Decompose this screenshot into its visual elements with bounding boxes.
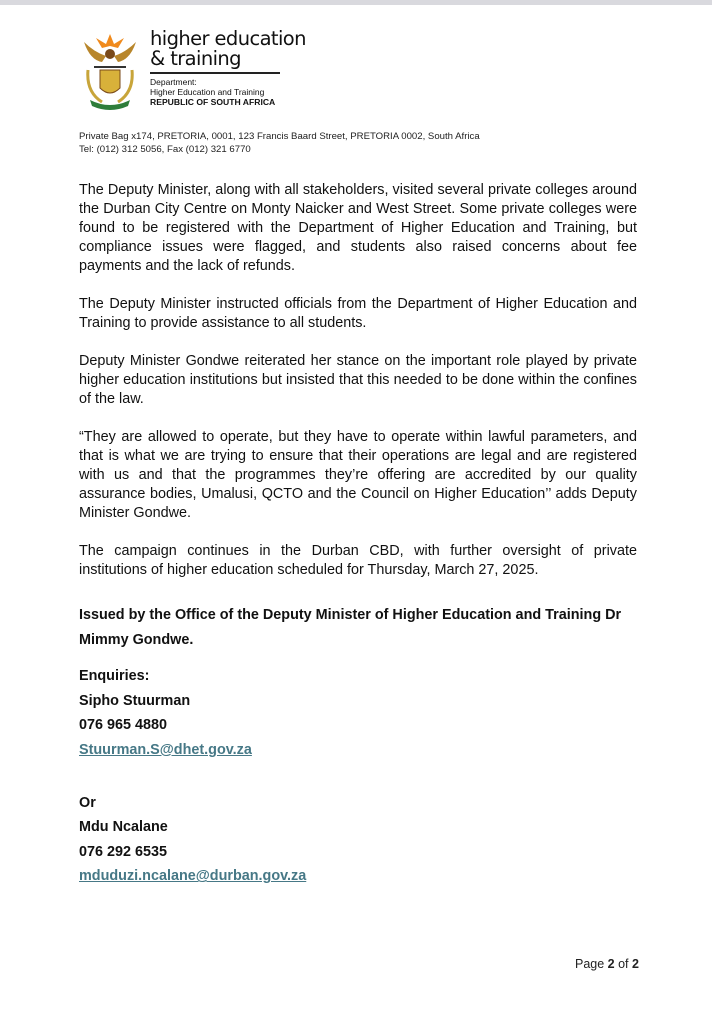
current-page: 2 bbox=[607, 957, 615, 971]
contact-name: Mdu Ncalane bbox=[79, 819, 168, 836]
country-name: REPUBLIC OF SOUTH AFRICA bbox=[150, 96, 276, 107]
viewer-top-bar bbox=[0, 0, 712, 5]
paragraph: The Deputy Minister, along with all stakeholders, visited several private colleges around the Durban City Centre on Monty Naicker and West Street. Some private colleges were found to be registered with the Department of Higher Education and Training, but compliance issues were flagged, and students also raised concerns about fee payments and the lack of refunds. bbox=[79, 182, 637, 274]
issued-by: Issued by the Office of the Deputy Minister of Higher Education and Training Dr Mimmy Gondwe. bbox=[79, 607, 622, 648]
paragraph: The Deputy Minister instructed officials from the Department of Higher Education and Training to provide assistance to all students. bbox=[79, 296, 637, 331]
brand-divider bbox=[150, 72, 280, 74]
page-prefix: Page bbox=[575, 957, 608, 971]
brand-line-1: higher education bbox=[150, 27, 306, 50]
issued-and-enquiries bbox=[79, 603, 639, 889]
contact-email-link[interactable]: Stuurman.S@dhet.gov.za bbox=[79, 741, 252, 758]
contact-phone: 076 292 6535 bbox=[79, 843, 168, 860]
dept-label: Department: bbox=[150, 76, 197, 87]
paragraph: Deputy Minister Gondwe reiterated her stance on the important role played by private higher education institutions but insisted that this needed to be done within the confines of the law. bbox=[79, 353, 637, 407]
paragraph: “They are allowed to operate, but they have to operate within lawful parameters, and that is what we are trying to ensure that their operations are legal and are registered with us and that the programmes they’re offering are accredited by our quality assurance bodies, Umalusi, QCTO and the Council on Higher Education’’ adds Deputy Minister Gondwe. bbox=[79, 429, 637, 521]
contact-email-link[interactable]: mduduzi.ncalane@durban.gov.za bbox=[79, 868, 307, 885]
document-body bbox=[79, 181, 637, 599]
address-block bbox=[79, 130, 480, 156]
page-number bbox=[575, 957, 639, 971]
dept-name: Higher Education and Training bbox=[150, 86, 265, 97]
coat-of-arms-logo bbox=[80, 30, 140, 110]
contact-name: Sipho Stuurman bbox=[79, 692, 191, 709]
enquiries-label: Enquiries: bbox=[79, 668, 150, 685]
or-label: Or bbox=[79, 794, 96, 811]
contact-line: Tel: (012) 312 5056, Fax (012) 321 6770 bbox=[79, 144, 251, 155]
address-line: Private Bag x174, PRETORIA, 0001, 123 Francis Baard Street, PRETORIA 0002, South Africa bbox=[79, 131, 480, 142]
brand-line-2: & training bbox=[150, 47, 241, 70]
page-of: of bbox=[614, 957, 632, 971]
letterhead-brand bbox=[150, 29, 306, 107]
total-pages: 2 bbox=[632, 957, 639, 971]
paragraph: The campaign continues in the Durban CBD, with further oversight of private institutions of higher education scheduled for Thursday, March 27, 2025. bbox=[79, 543, 637, 578]
contact-phone: 076 965 4880 bbox=[79, 717, 168, 734]
